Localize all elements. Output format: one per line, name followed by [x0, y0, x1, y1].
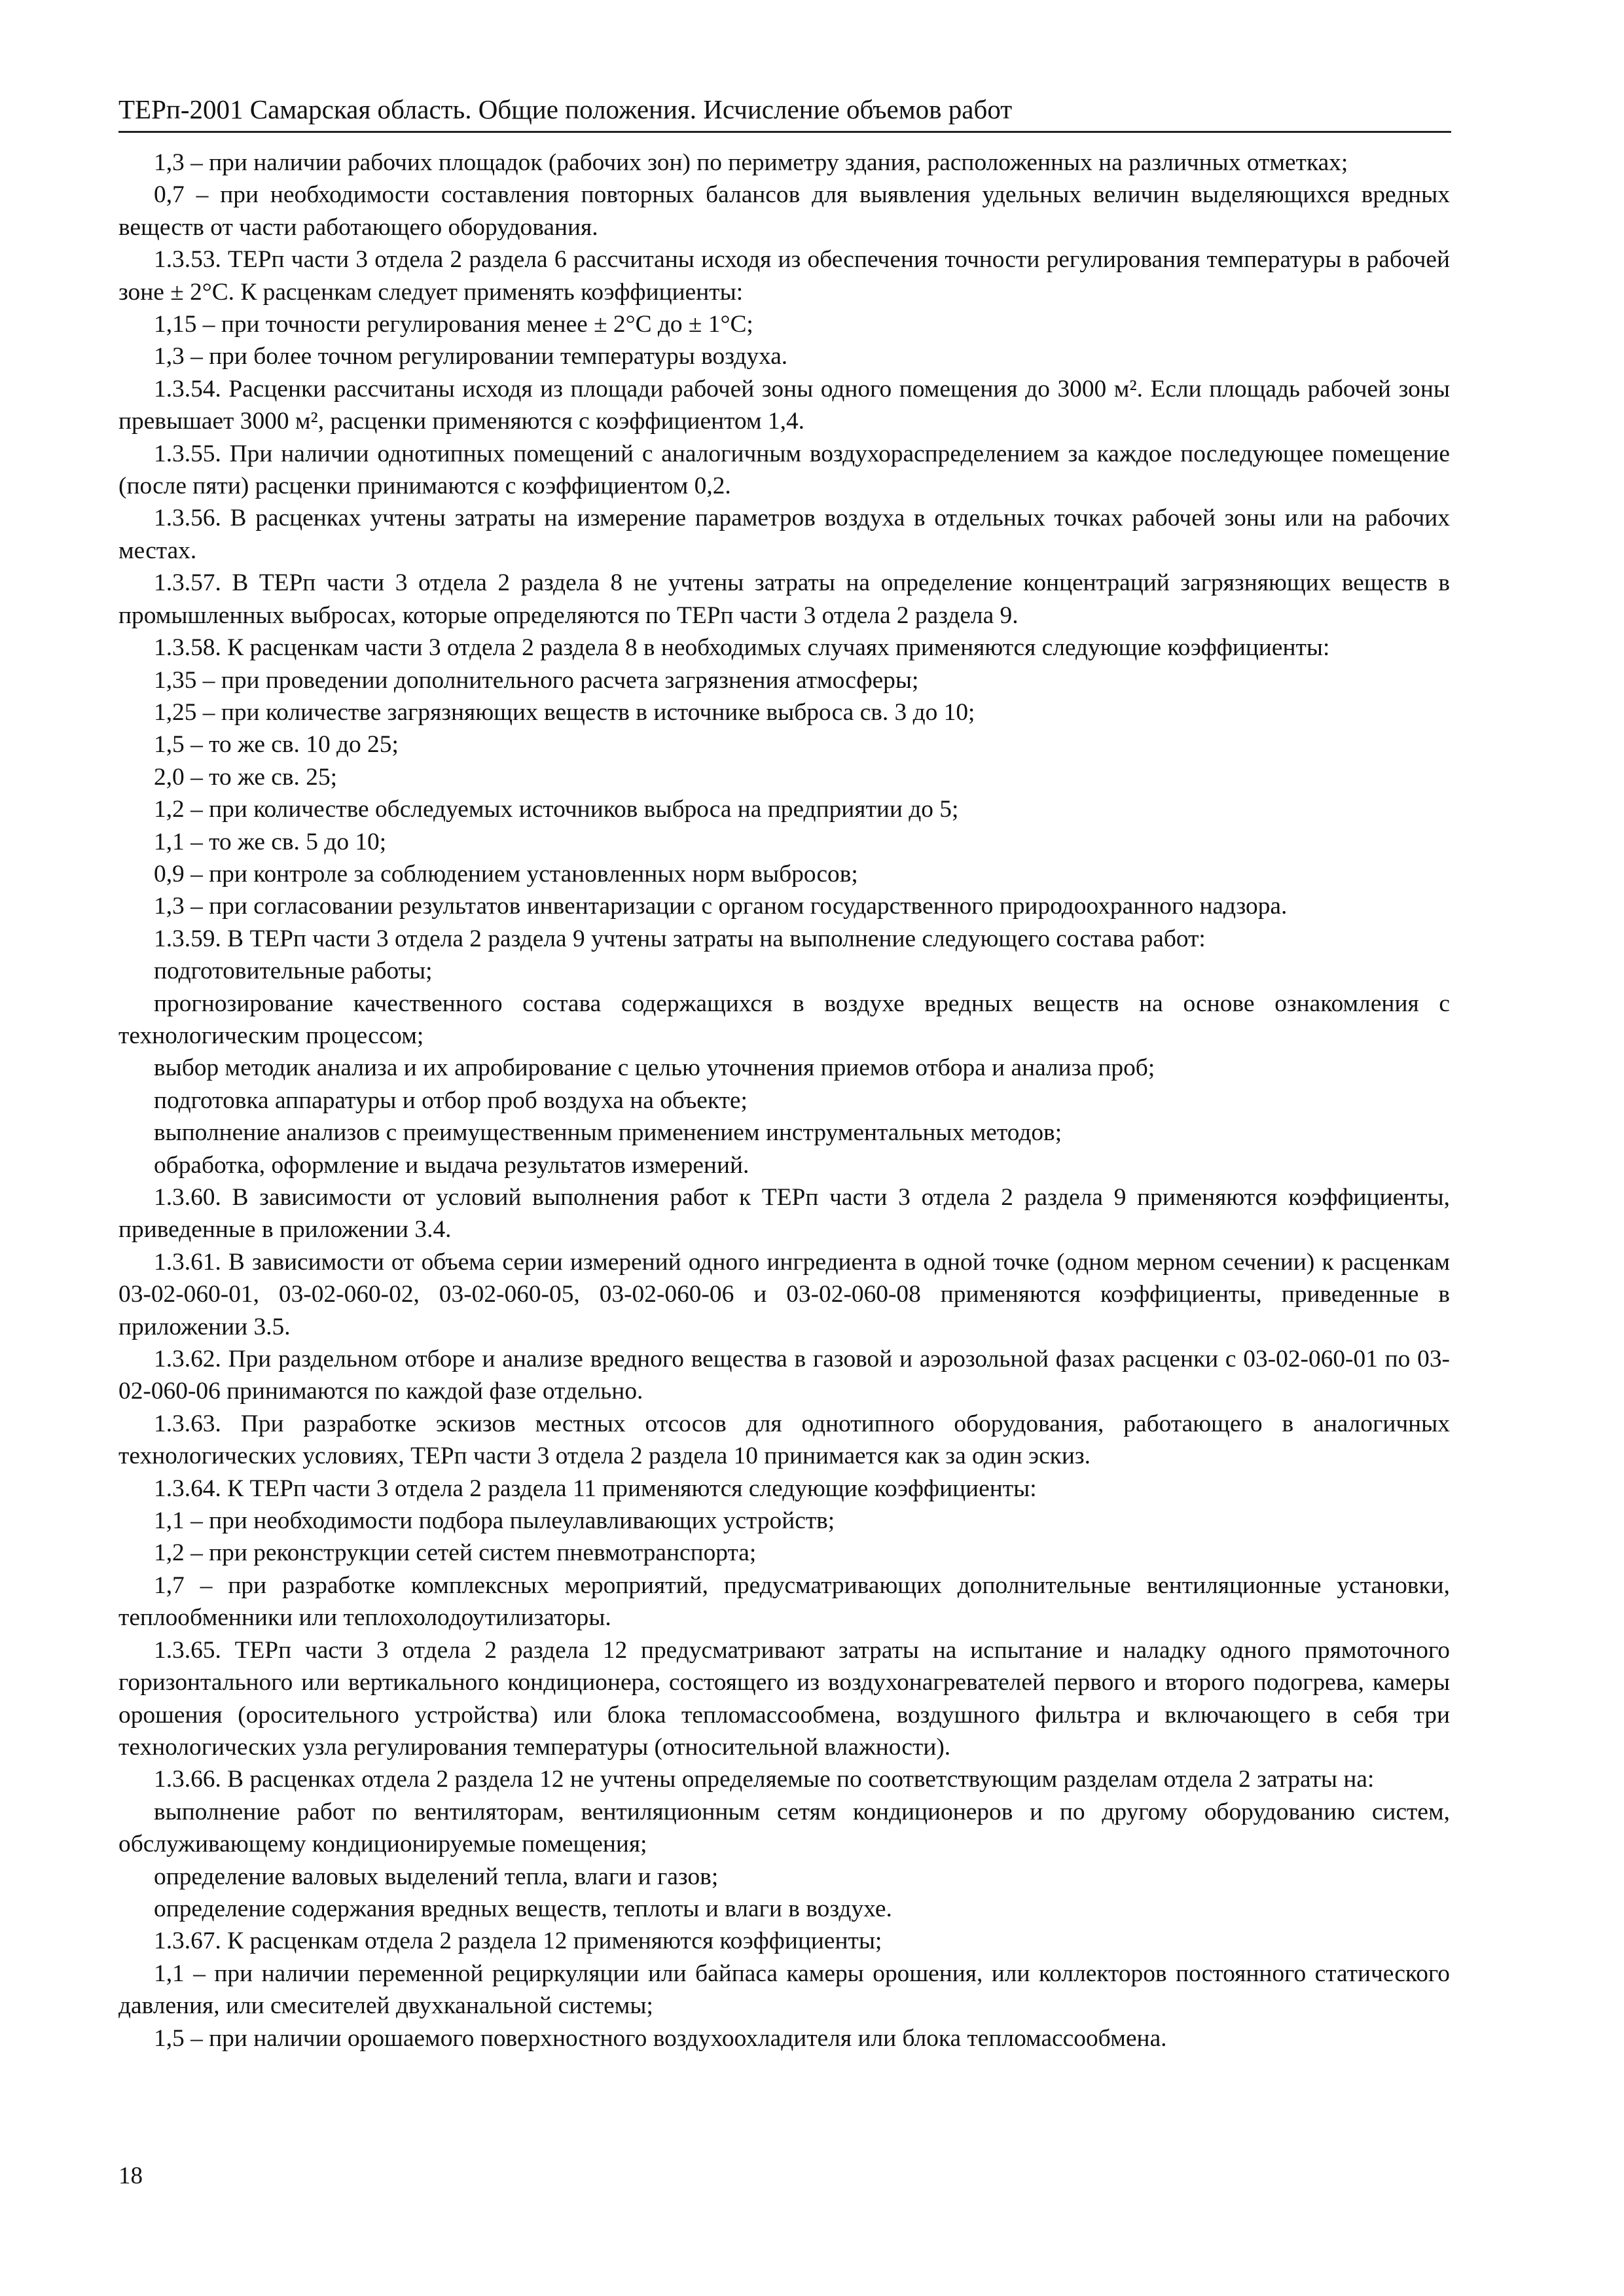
paragraph: 1,1 – при необходимости подбора пылеулавливающих устройств;	[154, 1507, 835, 1535]
paragraph: 1,5 – при наличии орошаемого поверхностного воздухоохладителя или блока тепломассообмена.	[154, 2024, 1167, 2052]
paragraph: 1,1 – при наличии переменной рециркуляции или байпаса камеры орошения, или коллекторов постоянного статического давления, или смесителей двухканальной системы;	[118, 1960, 1450, 2020]
paragraph: 1.3.64. К ТЕРп части 3 отдела 2 раздела 11 применяются следующие коэффициенты:	[154, 1475, 1037, 1502]
paragraph: 1,3 – при более точном регулировании температуры воздуха.	[154, 343, 788, 370]
paragraph: 1,1 – то же св. 5 до 10;	[154, 828, 387, 855]
paragraph: выбор методик анализа и их апробирование с целью уточнения приемов отбора и анализа проб;	[154, 1054, 1155, 1082]
paragraph: 1.3.53. ТЕРп части 3 отдела 2 раздела 6 рассчитаны исходя из обеспечения точности регулирования температуры в рабочей зоне ± 2°С. К расценкам следует применять коэффициенты:	[118, 246, 1450, 306]
paragraph: 1.3.62. При раздельном отборе и анализе вредного вещества в газовой и аэрозольной фазах расценки с 03-02-060-01 по 03-02-060-06 принимаются по каждой фазе отдельно.	[118, 1346, 1450, 1405]
paragraph: 1.3.65. ТЕРп части 3 отдела 2 раздела 12 предусматривают затраты на испытание и наладку одного прямоточного горизонтального или вертикального кондиционера, состоящего из воздухонагревателей первого и второго подогрева, камеры орошения (оросительного устройства) или блока тепломассообмена, воздушного фильтра и включающего в себя три технологических узла регулирования температуры (относительной влажности).	[118, 1636, 1450, 1761]
paragraph: 0,9 – при контроле за соблюдением установленных норм выбросов;	[154, 860, 858, 888]
paragraph: определение валовых выделений тепла, влаги и газов;	[154, 1863, 719, 1890]
paragraph: 1,35 – при проведении дополнительного расчета загрязнения атмосферы;	[154, 666, 919, 694]
paragraph: 2,0 – то же св. 25;	[154, 763, 338, 791]
paragraph: прогнозирование качественного состава содержащихся в воздухе вредных веществ на основе ознакомления с технологическим процессом;	[118, 990, 1450, 1049]
paragraph: 1.3.59. В ТЕРп части 3 отдела 2 раздела 9 учтены затраты на выполнение следующего состава работ:	[154, 925, 1206, 952]
paragraph: 1.3.57. В ТЕРп части 3 отдела 2 раздела 8 не учтены затраты на определение концентраций загрязняющих веществ в промышленных выбросах, которые определяются по ТЕРп части 3 отдела 2 раздела 9.	[118, 569, 1450, 629]
paragraph: 1,5 – то же св. 10 до 25;	[154, 731, 399, 759]
paragraph: 1.3.63. При разработке эскизов местных отсосов для однотипного оборудования, работающего в аналогичных технологических условиях, ТЕРп части 3 отдела 2 раздела 10 принимается как за один эскиз.	[118, 1410, 1450, 1470]
paragraph: 1.3.54. Расценки рассчитаны исходя из площади рабочей зоны одного помещения до 3000 м². Если площадь рабочей зоны превышает 3000 м², расценки применяются с коэффициентом 1,4.	[118, 375, 1450, 435]
paragraph: определение содержания вредных веществ, теплоты и влаги в воздухе.	[154, 1895, 892, 1922]
paragraph: выполнение анализов с преимущественным применением инструментальных методов;	[154, 1119, 1062, 1147]
page-number: 18	[118, 2162, 143, 2189]
paragraph: 1,2 – при реконструкции сетей систем пневмотранспорта;	[154, 1539, 757, 1567]
running-header: ТЕРп-2001 Самарская область. Общие положения. Исчисление объемов работ	[118, 94, 1013, 124]
paragraph: 1,2 – при количестве обследуемых источников выброса на предприятии до 5;	[154, 796, 959, 823]
paragraph: 1.3.67. К расценкам отдела 2 раздела 12 применяются коэффициенты;	[154, 1928, 882, 1955]
paragraph: 1,3 – при наличии рабочих площадок (рабочих зон) по периметру здания, расположенных на различных отметках;	[154, 149, 1348, 176]
paragraph: подготовка аппаратуры и отбор проб воздуха на объекте;	[154, 1086, 748, 1114]
paragraph: 1,15 – при точности регулирования менее ± 2°С до ± 1°С;	[154, 311, 753, 338]
paragraph: обработка, оформление и выдача результатов измерений.	[154, 1151, 749, 1179]
paragraph: 0,7 – при необходимости составления повторных балансов для выявления удельных величин выделяющихся вредных веществ от части работающего оборудования.	[118, 181, 1450, 241]
paragraph: 1.3.61. В зависимости от объема серии измерений одного ингредиента в одной точке (одном мерном сечении) к расценкам 03-02-060-01, 03-02-060-02, 03-02-060-05, 03-02-060-06 и 03-02-060-08 применяются коэффициенты, приведенные в приложении 3.5.	[118, 1248, 1450, 1340]
paragraph: 1.3.60. В зависимости от условий выполнения работ к ТЕРп части 3 отдела 2 раздела 9 применяются коэффициенты, приведенные в приложении 3.4.	[118, 1184, 1450, 1244]
paragraph: 1.3.56. В расценках учтены затраты на измерение параметров воздуха в отдельных точках рабочей зоны или на рабочих местах.	[118, 505, 1450, 564]
paragraph: выполнение работ по вентиляторам, вентиляционным сетям кондиционеров и по другому оборудованию систем, обслуживающему кондиционируемые помещения;	[118, 1798, 1450, 1858]
paragraph: подготовительные работы;	[154, 958, 433, 985]
paragraph: 1,25 – при количестве загрязняющих веществ в источнике выброса св. 3 до 10;	[154, 698, 975, 726]
paragraph: 1.3.58. К расценкам части 3 отдела 2 раздела 8 в необходимых случаях применяются следующие коэффициенты:	[154, 634, 1330, 662]
paragraph: 1.3.55. При наличии однотипных помещений с аналогичным воздухораспределением за каждое последующее помещение (после пяти) расценки принимаются с коэффициентом 0,2.	[118, 440, 1450, 500]
paragraph: 1,7 – при разработке комплексных мероприятий, предусматривающих дополнительные вентиляционные установки, теплообменники или теплохолодоутилизаторы.	[118, 1571, 1450, 1632]
paragraph: 1.3.66. В расценках отдела 2 раздела 12 не учтены определяемые по соответствующим разделам отдела 2 затраты на:	[154, 1766, 1375, 1793]
paragraph: 1,3 – при согласовании результатов инвентаризации с органом государственного природоохранного надзора.	[154, 893, 1288, 920]
document-body	[118, 147, 1450, 2054]
header-rule	[118, 131, 1451, 133]
